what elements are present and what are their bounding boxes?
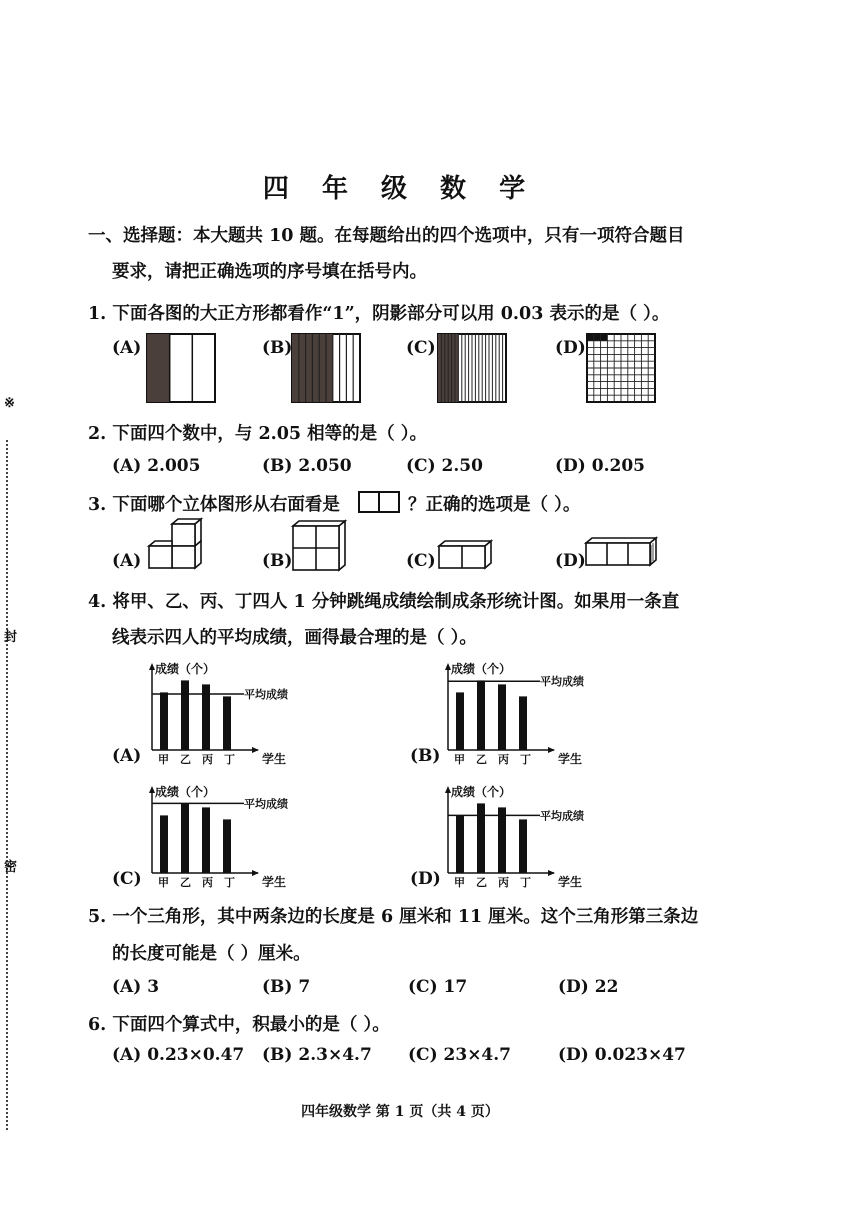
x-axis-label: 学生: [262, 752, 287, 766]
bar-chart-d: [436, 783, 596, 893]
question-5-line1: 5. 一个三角形，其中两条边的长度是 6 厘米和 11 厘米。这个三角形第三条边: [88, 907, 699, 927]
x-tick-label: 丙: [498, 876, 509, 889]
q4-option-d-label: (D): [410, 869, 441, 889]
page-title: 四 年 级 数 学: [262, 174, 538, 204]
x-tick-label: 甲: [454, 876, 465, 889]
q4-option-c-label: (C): [112, 869, 142, 889]
x-tick-label: 丁: [520, 876, 531, 889]
q3-option-c-label: (C): [406, 551, 436, 571]
q2-option-b: (B) 2.050: [262, 456, 352, 476]
question-6-text: 6. 下面四个算式中，积最小的是（ ）。: [88, 1015, 390, 1035]
bar-甲: [160, 692, 168, 750]
y-axis-label: 成绩（个）: [155, 662, 216, 676]
x-tick-label: 甲: [158, 876, 169, 889]
q1-option-d-label: (D): [555, 338, 586, 358]
bar-乙: [181, 803, 189, 873]
q2-option-c: (C) 2.50: [406, 456, 483, 476]
x-axis-arrow: [252, 870, 259, 876]
bar-乙: [181, 680, 189, 750]
q6-option-d: (D) 0.023×47: [558, 1045, 686, 1065]
question-2-text: 2. 下面四个数中，与 2.05 相等的是（ ）。: [88, 424, 428, 444]
x-tick-label: 甲: [454, 753, 465, 766]
q1-figure-a: [146, 333, 216, 403]
average-line-label: 平均成绩: [540, 675, 584, 689]
bar-丁: [223, 696, 231, 750]
q5-option-a: (A) 3: [112, 977, 160, 997]
q3-figure-d: [585, 537, 659, 571]
bar-乙: [477, 680, 485, 750]
x-tick-label: 乙: [180, 876, 191, 889]
section-heading-line2: 要求，请把正确选项的序号填在括号内。: [112, 262, 427, 282]
x-tick-label: 丁: [224, 876, 235, 889]
bar-丙: [498, 684, 506, 750]
bar-甲: [456, 692, 464, 750]
x-tick-label: 甲: [158, 753, 169, 766]
q3-figure-b: [292, 520, 356, 576]
x-tick-label: 丁: [520, 753, 531, 766]
question-3-text-end: ？正确的选项是（ ）。: [408, 495, 581, 515]
bar-乙: [477, 803, 485, 873]
q1-option-a-label: (A): [112, 338, 142, 358]
q6-option-b: (B) 2.3×4.7: [262, 1045, 372, 1065]
gutter-seal-char: 密: [4, 860, 18, 875]
q1-figure-d: [586, 333, 656, 403]
q6-option-a: (A) 0.23×0.47: [112, 1045, 245, 1065]
bar-丙: [202, 807, 210, 873]
bar-丁: [519, 696, 527, 750]
x-tick-label: 乙: [476, 753, 487, 766]
question-5-line2: 的长度可能是（ ）厘米。: [112, 944, 311, 964]
q3-option-d-label: (D): [555, 551, 586, 571]
q5-option-b: (B) 7: [262, 977, 311, 997]
binding-dotted-line: [6, 440, 12, 1130]
q4-option-a-label: (A): [112, 746, 142, 766]
q4-option-b-label: (B): [410, 746, 441, 766]
x-axis-label: 学生: [558, 875, 583, 889]
q1-figure-c: [437, 333, 507, 403]
question-1-text: 1. 下面各图的大正方形都看作“1”，阴影部分可以用 0.03 表示的是（ ）。: [88, 304, 670, 324]
q1-option-c-label: (C): [406, 338, 436, 358]
gutter-seal-char: 封: [4, 630, 18, 645]
bar-丁: [223, 819, 231, 873]
x-tick-label: 乙: [476, 876, 487, 889]
x-tick-label: 丙: [498, 753, 509, 766]
q3-option-b-label: (B): [262, 551, 293, 571]
bar-chart-b: [436, 660, 596, 770]
q3-figure-c: [438, 540, 502, 574]
average-line-label: 平均成绩: [244, 688, 288, 701]
x-axis-label: 学生: [558, 752, 583, 766]
question-4-line1: 4. 将甲、乙、丙、丁四人 1 分钟跳绳成绩绘制成条形统计图。如果用一条直: [88, 592, 680, 612]
gutter-mark: ※: [4, 396, 15, 411]
question-3-text-start: 3. 下面哪个立体图形从右面看是: [88, 495, 340, 515]
y-axis-label: 成绩（个）: [451, 785, 512, 799]
page-footer: 四年级数学 第 1 页（共 4 页）: [301, 1104, 499, 1120]
x-tick-label: 丙: [202, 753, 213, 766]
y-axis-label: 成绩（个）: [451, 662, 512, 676]
y-axis-label: 成绩（个）: [155, 785, 216, 799]
q5-option-c: (C) 17: [408, 977, 468, 997]
q5-option-d: (D) 22: [558, 977, 619, 997]
x-tick-label: 丁: [224, 753, 235, 766]
x-axis-label: 学生: [262, 875, 287, 889]
bar-丁: [519, 819, 527, 873]
bar-丙: [498, 807, 506, 873]
x-axis-arrow: [548, 747, 555, 753]
q3-figure-a: [144, 518, 208, 576]
x-axis-arrow: [252, 747, 259, 753]
x-tick-label: 丙: [202, 876, 213, 889]
average-line-label: 平均成绩: [244, 797, 288, 811]
x-tick-label: 乙: [180, 753, 191, 766]
q3-right-view-icon: [358, 491, 400, 513]
q1-figure-b: [291, 333, 361, 403]
question-4-line2: 线表示四人的平均成绩，画得最合理的是（ ）。: [112, 628, 477, 648]
bar-chart-c: [140, 783, 300, 893]
bar-chart-a: [140, 660, 300, 770]
q2-option-a: (A) 2.005: [112, 456, 201, 476]
x-axis-arrow: [548, 870, 555, 876]
q1-option-b-label: (B): [262, 338, 293, 358]
q3-option-a-label: (A): [112, 551, 142, 571]
section-heading-line1: 一、选择题：本大题共 10 题。在每题给出的四个选项中，只有一项符合题目: [88, 226, 685, 246]
q6-option-c: (C) 23×4.7: [408, 1045, 512, 1065]
bar-甲: [456, 815, 464, 873]
q2-option-d: (D) 0.205: [555, 456, 645, 476]
average-line-label: 平均成绩: [540, 809, 584, 823]
bar-甲: [160, 815, 168, 873]
